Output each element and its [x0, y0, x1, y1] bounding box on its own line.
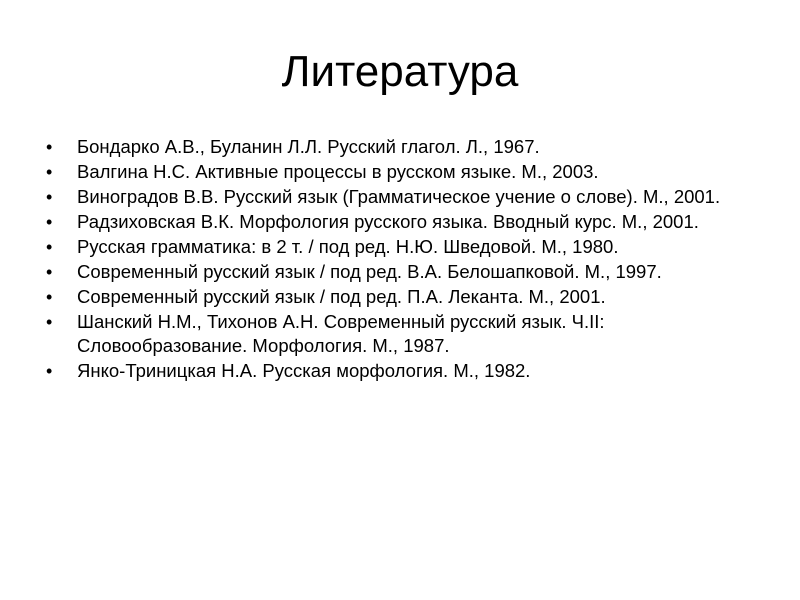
- reference-text: Янко-Триницкая Н.А. Русская морфология. М., 1982.: [77, 360, 531, 381]
- reference-text: Виноградов В.В. Русский язык (Грамматическое учение о слове). М., 2001.: [77, 186, 721, 207]
- reference-list: [44, 135, 774, 384]
- list-item: [44, 135, 774, 159]
- reference-text: Бондарко А.В., Буланин Л.Л. Русский глагол. Л., 1967.: [77, 136, 540, 157]
- list-item: [44, 160, 774, 184]
- reference-text: Современный русский язык / под ред. В.А. Белошапковой. М., 1997.: [77, 261, 662, 282]
- list-item: [44, 210, 762, 234]
- list-item: [44, 285, 774, 309]
- bullet-icon: •: [46, 162, 53, 182]
- reference-text: Современный русский язык / под ред. П.А. Леканта. М., 2001.: [77, 286, 606, 307]
- reference-text: Русская грамматика: в 2 т. / под ред. Н.Ю. Шведовой. М., 1980.: [77, 236, 619, 257]
- bullet-icon: •: [46, 137, 53, 157]
- list-item: [44, 260, 732, 284]
- reference-text: Шанский Н.М., Тихонов А.Н. Современный русский язык. Ч.II: Словообразование. Морфология. М., 1987.: [77, 311, 605, 356]
- list-item: [44, 185, 762, 209]
- list-item: [44, 235, 774, 259]
- list-item: [44, 359, 774, 383]
- bullet-icon: •: [46, 212, 53, 232]
- bullet-icon: •: [46, 262, 53, 282]
- reference-text: Радзиховская В.К. Морфология русского языка. Вводный курс. М., 2001.: [77, 211, 699, 232]
- slide-title: Литература: [281, 47, 519, 96]
- bullet-icon: •: [46, 312, 53, 332]
- bullet-icon: •: [46, 361, 53, 381]
- list-item: [44, 310, 742, 358]
- bullet-icon: •: [46, 237, 53, 257]
- bullet-icon: •: [46, 287, 53, 307]
- bullet-icon: •: [46, 187, 53, 207]
- reference-text: Валгина Н.С. Активные процессы в русском языке. М., 2003.: [77, 161, 599, 182]
